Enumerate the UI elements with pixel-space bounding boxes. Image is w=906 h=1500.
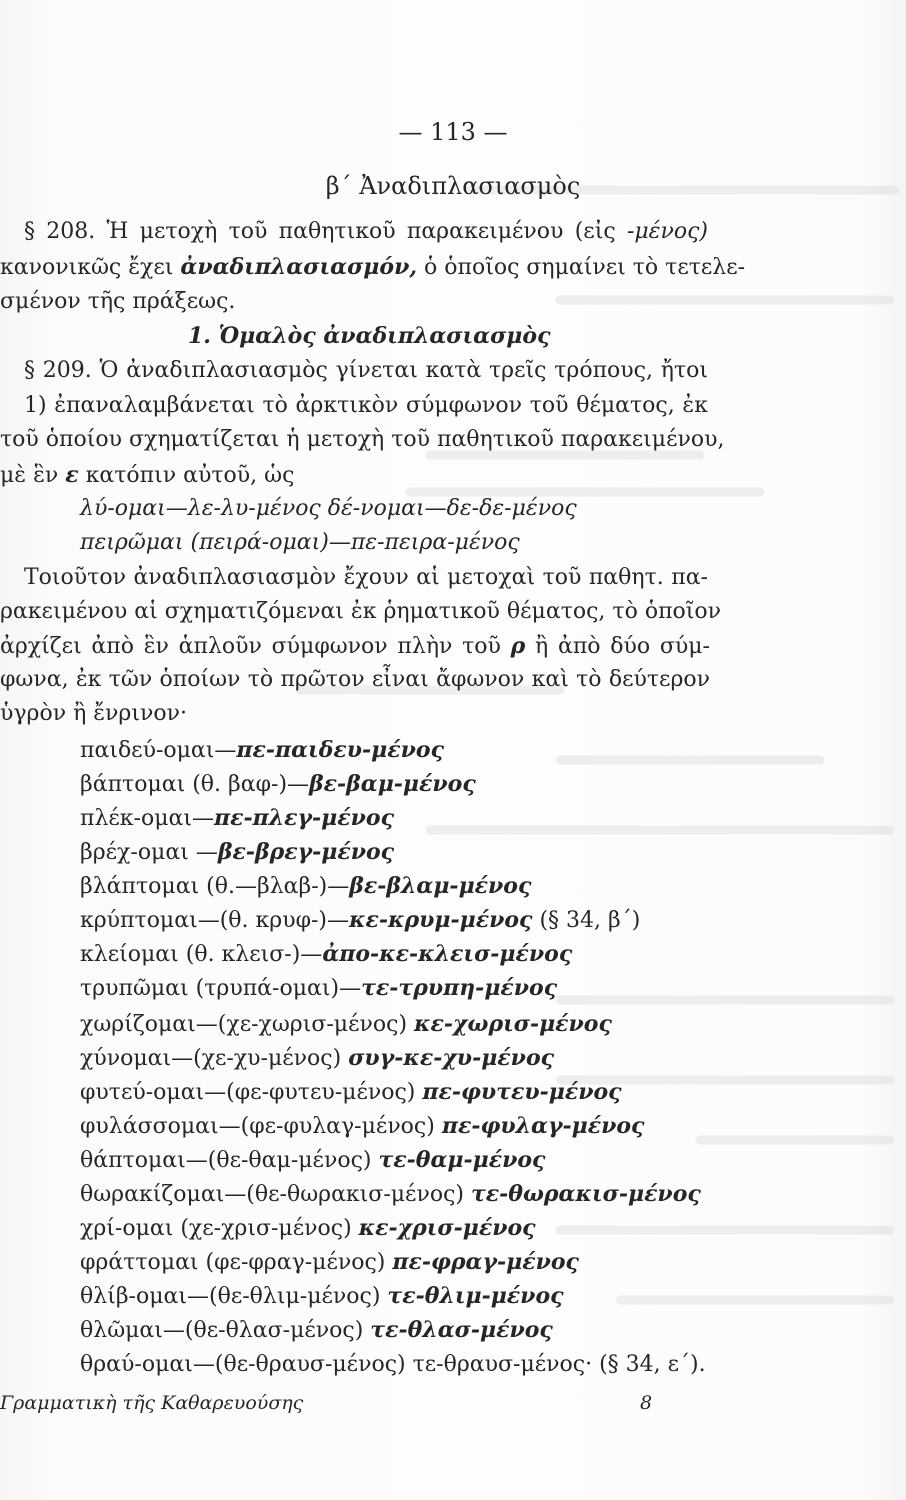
example-note: (§ 34, β΄): [532, 908, 641, 933]
example-row: [80, 973, 557, 1004]
p208-text: ὁ ὁποῖος σημαίνει τὸ τετελε-: [417, 255, 746, 280]
p208-text: κανονικῶς ἔχει: [0, 255, 181, 280]
participle-form: πε-φυτευ-μένος: [422, 1079, 622, 1105]
example-row: [80, 905, 640, 936]
participle-form: βε-βλαμ-μένος: [349, 873, 532, 899]
base-verb: φυλάσσομαι—(φε-φυλαγ-μένος): [80, 1114, 442, 1139]
p209-text: κατόπιν αὐτοῦ, ὡς: [78, 463, 295, 488]
base-verb: φυτεύ-ομαι—(φε-φυτευ-μένος): [80, 1080, 423, 1105]
participle-form: βε-βρεγ-μένος: [217, 839, 395, 865]
subsection-heading: 1. Ὁμαλὸς ἀναδιπλασιασμὸς: [188, 323, 551, 349]
footer-book-title: Γραμματικὴ τῆς Καθαρευούσης: [0, 1392, 304, 1414]
base-verb: χωρίζομαι—(χε-χωρισ-μένος): [80, 1012, 415, 1037]
vowel-epsilon: ε: [65, 462, 79, 488]
paragraph-209-line-7: [0, 631, 710, 662]
participle-form: τε-θλιμ-μένος: [387, 1283, 564, 1309]
base-verb: τρυπῶμαι (τρυπά-ομαι)—: [80, 976, 362, 1001]
p209-text: ἀρχίζει ἀπὸ ἓν ἁπλοῦν σύμφωνον πλὴν τοῦ: [0, 634, 511, 659]
base-verb: φράττομαι (φε-φραγ-μένος): [80, 1250, 393, 1275]
base-verb: χρί-ομαι (χε-χρισ-μένος): [80, 1216, 359, 1241]
participle-form: τε-θλασ-μένος: [370, 1317, 553, 1343]
paragraph-208-line-2: [0, 252, 746, 283]
paragraph-209-line-8: φωνα, ἐκ τῶν ὁποίων τὸ πρῶτον εἶναι ἄφωνον καὶ τὸ δεύτερον: [0, 667, 710, 692]
example-row: [80, 803, 394, 834]
base-verb: θωρακίζομαι—(θε-θωρακισ-μένος): [80, 1182, 471, 1207]
example-note: τε-θραυσ-μένος· (§ 34, ε΄).: [412, 1352, 706, 1377]
paragraph-209-line-5: Τοιοῦτον ἀναδιπλασιασμὸν ἔχουν αἱ μετοχαὶ τοῦ παθητ. πα-: [24, 565, 708, 590]
p209-text: ἢ ἀπὸ δύο σύμ-: [525, 634, 710, 659]
base-verb: βλάπτομαι (θ.—βλαβ-)—: [80, 874, 350, 899]
participle-form: πε-παιδευ-μένος: [236, 737, 444, 763]
base-verb: πλέκ-ομαι—: [80, 806, 215, 831]
letter-rho: ρ: [510, 633, 526, 659]
p208-text: § 208. Ἡ μετοχὴ τοῦ παθητικοῦ παρακειμένου (εἰς: [24, 219, 627, 244]
example-row: [80, 1349, 706, 1380]
paragraph-208-line-3: σμένον τῆς πράξεως.: [0, 289, 236, 314]
base-verb: κλείομαι (θ. κλεισ-)—: [80, 942, 323, 967]
base-verb: βάπτομαι (θ. βαφ-)—: [80, 772, 310, 797]
page-number: — 113 —: [398, 118, 508, 146]
paragraph-209-line-1: § 209. Ὁ ἀναδιπλασιασμὸς γίνεται κατὰ τρεῖς τρόπους, ἤτοι: [24, 358, 708, 383]
participle-form: πε-φραγ-μένος: [392, 1249, 579, 1275]
paragraph-209-line-3: τοῦ ὁποίου σχηματίζεται ἡ μετοχὴ τοῦ παθητικοῦ παρακειμένου,: [0, 427, 725, 452]
participle-form: πε-πλεγ-μένος: [214, 805, 394, 831]
paragraph-209-line-6: ρακειμένου αἱ σχηματιζόμεναι ἐκ ῥηματικοῦ θέματος, τὸ ὁποῖον: [0, 599, 722, 624]
key-term: ἀναδιπλασιασμόν,: [180, 254, 418, 280]
example-line-1: λύ-ομαι—λε-λυ-μένος δέ-νομαι—δε-δε-μένος: [80, 496, 577, 521]
ending-term: -μένος): [626, 219, 708, 244]
example-row: [80, 1179, 701, 1210]
example-row: [80, 871, 531, 902]
base-verb: θλῶμαι—(θε-θλασ-μένος): [80, 1318, 371, 1343]
example-row: [80, 1281, 564, 1312]
participle-form: πε-φυλαγ-μένος: [441, 1113, 645, 1139]
example-row: [80, 939, 572, 970]
example-row: [80, 1009, 612, 1040]
participle-form: κε-χωρισ-μένος: [414, 1011, 612, 1037]
participle-form: κε-χρισ-μένος: [358, 1215, 536, 1241]
base-verb: θλίβ-ομαι—(θε-θλιμ-μένος): [80, 1284, 388, 1309]
example-row: [80, 837, 394, 868]
example-row: [80, 735, 444, 766]
p209-text: μὲ ἓν: [0, 463, 66, 488]
example-row: [80, 1111, 644, 1142]
base-verb: παιδεύ-ομαι—: [80, 738, 237, 763]
participle-form: κε-κρυμ-μένος: [349, 907, 533, 933]
example-row: [80, 1077, 622, 1108]
participle-form: τε-θωρακισ-μένος: [470, 1181, 701, 1207]
paragraph-209-line-4: [0, 460, 294, 491]
paragraph-209-line-9: ὑγρὸν ἢ ἔνρινον·: [0, 701, 187, 726]
example-row: [80, 1247, 579, 1278]
footer-sheet-number: 8: [640, 1392, 653, 1414]
base-verb: βρέχ-ομαι —: [80, 840, 218, 865]
participle-form: τε-θαμ-μένος: [378, 1147, 546, 1173]
participle-form: τε-τρυπη-μένος: [361, 975, 558, 1001]
participle-form: συγ-κε-χυ-μένος: [348, 1045, 555, 1071]
base-verb: κρύπτομαι—(θ. κρυφ-)—: [80, 908, 350, 933]
base-verb: χύνομαι—(χε-χυ-μένος): [80, 1046, 349, 1071]
example-row: [80, 769, 476, 800]
section-title: β΄ Ἀναδιπλασιασμὸς: [325, 172, 581, 200]
base-verb: θάπτομαι—(θε-θαμ-μένος): [80, 1148, 379, 1173]
example-row: [80, 1043, 554, 1074]
paragraph-209-line-2: 1) ἐπαναλαμβάνεται τὸ ἀρκτικὸν σύμφωνον τοῦ θέματος, ἐκ: [24, 393, 708, 418]
example-row: [80, 1213, 536, 1244]
example-row: [80, 1315, 553, 1346]
paragraph-208-line-1: [24, 217, 708, 247]
participle-form: βε-βαμ-μένος: [309, 771, 476, 797]
example-row: [80, 1145, 545, 1176]
base-verb: θραύ-ομαι—(θε-θραυσ-μένος): [80, 1352, 413, 1377]
example-line-2: πειρῶμαι (πειρά-ομαι)—πε-πειρα-μένος: [80, 530, 520, 555]
participle-form: ἀπο-κε-κλεισ-μένος: [322, 941, 573, 967]
